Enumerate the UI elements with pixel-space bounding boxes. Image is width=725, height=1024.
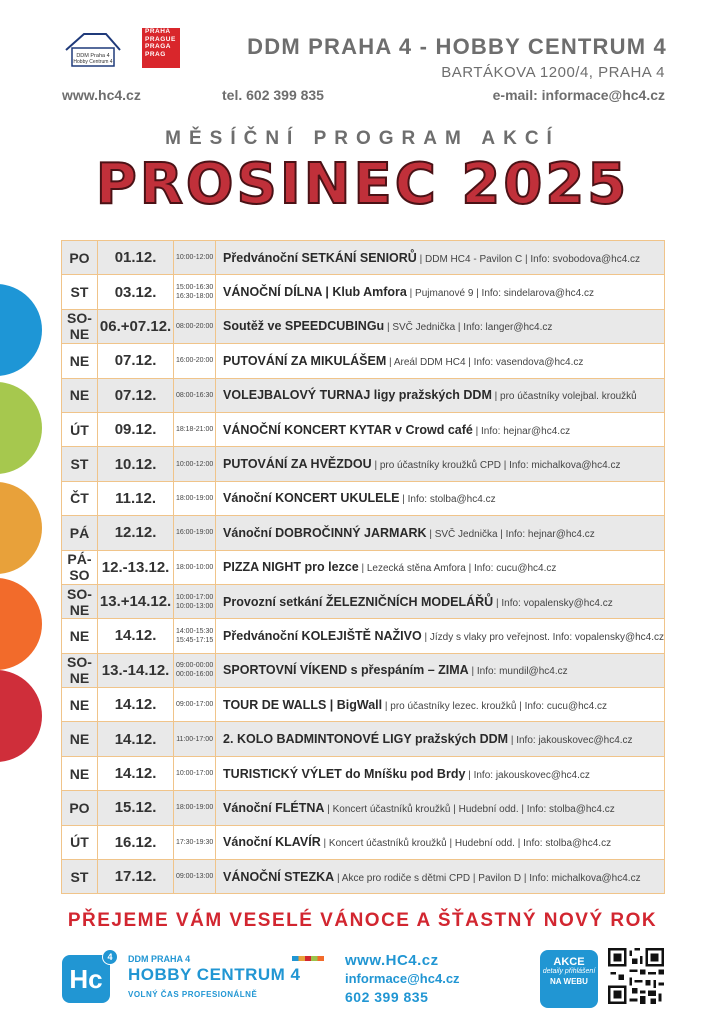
- event-row: [62, 344, 665, 378]
- prague-logo-line: PRAG: [145, 50, 166, 58]
- event-time-line: 18:18-21:00: [175, 426, 214, 434]
- event-time: [174, 791, 216, 825]
- decorative-dot: [0, 482, 42, 574]
- event-time: [174, 860, 216, 894]
- house-logo-icon: [62, 28, 124, 68]
- event-title: Vánoční FLÉTNA: [223, 800, 325, 815]
- house-logo-line-1: DDM Praha 4: [76, 53, 110, 59]
- event-time: [174, 516, 216, 550]
- badge-subtitle: detaily přihlášení: [542, 968, 596, 975]
- event-date: 14.12.: [97, 722, 173, 756]
- event-info: | pro účastníky kroužků CPD | Info: michalkova@hc4.cz: [371, 460, 621, 472]
- event-date: 15.12.: [97, 791, 173, 825]
- event-date: 10.12.: [97, 447, 173, 481]
- event-row: [62, 688, 665, 722]
- event-title: SPORTOVNÍ VÍKEND s přespáním – ZIMA: [223, 663, 469, 678]
- event-time-line: 18:00-19:00: [175, 494, 214, 502]
- event-date: 17.12.: [97, 860, 173, 894]
- event-day: SO-NE: [62, 653, 98, 687]
- event-info: | Info: hejnar@hc4.cz: [472, 425, 571, 437]
- event-date: 13.-14.12.: [97, 653, 173, 687]
- footer-phone: 602 399 835: [345, 989, 429, 1005]
- color-bars-icon: [292, 956, 324, 961]
- event-description: [216, 825, 665, 859]
- page-title: PROSINEC 2025: [95, 152, 630, 217]
- event-time: [174, 584, 216, 618]
- event-time-line: 09:00-00:00: [175, 662, 214, 670]
- event-info: | SVČ Jednička | Info: langer@hc4.cz: [384, 322, 553, 334]
- event-info: | Akce pro rodiče s dětmi CPD | Pavilon D | Info: michalkova@hc4.cz: [334, 872, 641, 884]
- event-row: [62, 516, 665, 550]
- event-description: [216, 309, 665, 343]
- event-info: | Info: jakouskovec@hc4.cz: [508, 735, 633, 747]
- event-row: [62, 481, 665, 515]
- footer-tagline: VOLNÝ ČAS PROFESIONÁLNĚ: [128, 990, 258, 999]
- event-time-line: 17:30-19:30: [175, 838, 214, 846]
- event-time: [174, 653, 216, 687]
- event-description: [216, 756, 665, 790]
- event-row: [62, 619, 665, 653]
- event-info: | Lezecká stěna Amfora | Info: cucu@hc4.cz: [358, 563, 557, 575]
- event-description: [216, 378, 665, 412]
- event-day: ST: [62, 860, 98, 894]
- event-time-line: 15:00-16:30: [175, 284, 214, 292]
- event-date: 07.12.: [97, 344, 173, 378]
- event-time: [174, 481, 216, 515]
- hc4-logo-badge: 4: [102, 949, 118, 965]
- events-online-badge[interactable]: [540, 950, 598, 1008]
- event-date: 12.12.: [97, 516, 173, 550]
- event-date: 07.12.: [97, 378, 173, 412]
- event-date: 13.+14.12.: [97, 584, 173, 618]
- event-date: 06.+07.12.: [97, 309, 173, 343]
- event-time: [174, 241, 216, 275]
- event-info: | Areál DDM HC4 | Info: vasendova@hc4.cz: [386, 356, 584, 368]
- event-title: Vánoční KLAVÍR: [223, 835, 321, 850]
- event-day: NE: [62, 688, 98, 722]
- footer-email-link[interactable]: informace@hc4.cz: [345, 971, 460, 986]
- prague-logo-line: PRAGA: [145, 43, 171, 51]
- event-time: [174, 756, 216, 790]
- event-title: VÁNOČNÍ KONCERT KYTAR v Crowd café: [223, 422, 473, 437]
- event-day: NE: [62, 378, 98, 412]
- event-description: [216, 688, 665, 722]
- event-time-line: 16:00-20:00: [175, 357, 214, 365]
- event-time-line: 09:00-17:00: [175, 701, 214, 709]
- event-time-line: 10:00-12:00: [175, 254, 214, 262]
- event-title: Soutěž ve SPEEDCUBINGu: [223, 319, 385, 334]
- event-time: [174, 275, 216, 309]
- org-address: BARTÁKOVA 1200/4, PRAHA 4: [441, 64, 665, 81]
- event-row: [62, 412, 665, 446]
- event-time-line: 09:00-13:00: [175, 873, 214, 881]
- event-day: ST: [62, 447, 98, 481]
- footer-org-small: DDM PRAHA 4: [128, 954, 191, 964]
- event-time: [174, 550, 216, 584]
- event-time: [174, 412, 216, 446]
- event-row: [62, 309, 665, 343]
- event-row: [62, 653, 665, 687]
- event-title: Předvánoční SETKÁNÍ SENIORŮ: [223, 250, 417, 265]
- event-day: NE: [62, 756, 98, 790]
- event-time-line: 18:00-19:00: [175, 804, 214, 812]
- badge-title: AKCE: [553, 956, 585, 968]
- event-date: 11.12.: [97, 481, 173, 515]
- badge-bottom: NA WEBU: [550, 977, 588, 986]
- event-row: [62, 550, 665, 584]
- event-row: [62, 756, 665, 790]
- event-time: [174, 309, 216, 343]
- event-date: 12.-13.12.: [97, 550, 173, 584]
- event-info: | SVČ Jednička | Info: hejnar@hc4.cz: [426, 528, 595, 540]
- event-time-line: 16:30-18:00: [175, 293, 214, 301]
- header-phone: tel. 602 399 835: [222, 87, 324, 103]
- event-time: [174, 344, 216, 378]
- event-time: [174, 378, 216, 412]
- event-info: | Pujmanové 9 | Info: sindelarova@hc4.cz: [406, 288, 594, 300]
- event-time-line: 08:00-16:30: [175, 391, 214, 399]
- page-subtitle: MĚSÍČNÍ PROGRAM AKCÍ: [165, 128, 560, 149]
- event-title: PIZZA NIGHT pro lezce: [223, 560, 359, 575]
- event-description: [216, 241, 665, 275]
- event-row: [62, 378, 665, 412]
- event-date: 14.12.: [97, 688, 173, 722]
- event-description: [216, 344, 665, 378]
- event-description: [216, 653, 665, 687]
- event-description: [216, 275, 665, 309]
- event-description: [216, 584, 665, 618]
- event-description: [216, 447, 665, 481]
- event-day: NE: [62, 344, 98, 378]
- event-info: | DDM HC4 - Pavilon C | Info: svobodova@hc4.cz: [416, 253, 641, 265]
- event-time-line: 10:00-12:00: [175, 460, 214, 468]
- event-info: | Info: jakouskovec@hc4.cz: [465, 769, 590, 781]
- event-title: TURISTICKÝ VÝLET do Mníšku pod Brdy: [223, 766, 466, 781]
- event-day: PO: [62, 791, 98, 825]
- event-date: 03.12.: [97, 275, 173, 309]
- hc4-logo-icon: Hc: [62, 955, 110, 1003]
- event-time: [174, 688, 216, 722]
- org-title: DDM PRAHA 4 - HOBBY CENTRUM 4: [247, 34, 667, 59]
- event-info: | Koncert účastníků kroužků | Hudební odd. | Info: stolba@hc4.cz: [320, 838, 612, 850]
- decorative-dot: [0, 382, 42, 474]
- event-description: [216, 550, 665, 584]
- header-email-link[interactable]: e-mail: informace@hc4.cz: [492, 87, 665, 103]
- event-title: VOLEJBALOVÝ TURNAJ ligy pražských DDM: [223, 388, 492, 403]
- qr-code-icon[interactable]: [608, 948, 664, 1004]
- event-time: [174, 447, 216, 481]
- header-web-link[interactable]: www.hc4.cz: [62, 87, 141, 103]
- event-time: [174, 825, 216, 859]
- event-row: [62, 860, 665, 894]
- event-time-line: 14:00-15:30: [175, 627, 214, 635]
- event-row: [62, 447, 665, 481]
- event-description: [216, 860, 665, 894]
- event-description: [216, 412, 665, 446]
- event-time-line: 00:00-16:00: [175, 671, 214, 679]
- event-row: [62, 791, 665, 825]
- event-title: 2. KOLO BADMINTONOVÉ LIGY pražských DDM: [223, 732, 509, 747]
- house-logo-line-2: Hobby Centrum 4: [73, 59, 113, 65]
- event-day: ÚT: [62, 825, 98, 859]
- event-title: PUTOVÁNÍ ZA HVĚZDOU: [223, 457, 372, 472]
- event-title: Vánoční DOBROČINNÝ JARMARK: [223, 525, 427, 540]
- event-row: [62, 275, 665, 309]
- event-info: | Koncert účastníků kroužků | Hudební odd. | Info: stolba@hc4.cz: [324, 803, 615, 815]
- event-day: SO-NE: [62, 584, 98, 618]
- event-day: NE: [62, 722, 98, 756]
- event-time-line: 10:00-13:00: [175, 602, 214, 610]
- event-day: ČT: [62, 481, 98, 515]
- event-info: | Info: mundil@hc4.cz: [468, 666, 568, 678]
- event-day: NE: [62, 619, 98, 653]
- event-description: [216, 722, 665, 756]
- event-row: [62, 825, 665, 859]
- decorative-dot: [0, 284, 42, 376]
- prague-logo-line: PRAHA: [145, 28, 171, 35]
- event-description: [216, 481, 665, 515]
- event-day: PO: [62, 241, 98, 275]
- event-day: PÁ-SO: [62, 550, 98, 584]
- event-info: | Jízdy s vlaky pro veřejnost. Info: vopalensky@hc4.cz: [421, 631, 664, 643]
- event-time-line: 10:00-17:00: [175, 770, 214, 778]
- events-table: [61, 240, 665, 894]
- event-row: [62, 584, 665, 618]
- event-date: 16.12.: [97, 825, 173, 859]
- footer-web-link[interactable]: www.HC4.cz: [345, 952, 439, 969]
- footer-org-name: HOBBY CENTRUM 4: [128, 965, 301, 984]
- event-date: 14.12.: [97, 756, 173, 790]
- event-description: [216, 791, 665, 825]
- event-day: ÚT: [62, 412, 98, 446]
- event-time-line: 11:00-17:00: [176, 735, 214, 743]
- decorative-dot: [0, 670, 42, 762]
- event-row: [62, 241, 665, 275]
- event-time-line: 15:45-17:15: [175, 636, 214, 644]
- event-description: [216, 619, 665, 653]
- event-title: TOUR DE WALLS | BigWall: [223, 697, 383, 712]
- event-day: ST: [62, 275, 98, 309]
- event-row: [62, 722, 665, 756]
- event-time-line: 08:00-20:00: [175, 322, 214, 330]
- event-info: | pro účastníky volejbal. kroužků: [491, 391, 637, 403]
- holiday-wish: PŘEJEME VÁM VESELÉ VÁNOCE A ŠŤASTNÝ NOVÝ ROK: [67, 910, 658, 931]
- event-description: [216, 516, 665, 550]
- event-date: 09.12.: [97, 412, 173, 446]
- event-title: VÁNOČNÍ DÍLNA | Klub Amfora: [223, 285, 407, 300]
- event-time: [174, 619, 216, 653]
- event-info: | Info: vopalensky@hc4.cz: [493, 597, 613, 609]
- event-day: SO-NE: [62, 309, 98, 343]
- event-title: Provozní setkání ŽELEZNIČNÍCH MODELÁŘŮ: [223, 594, 494, 609]
- prague-logo-line: PRAGUE: [145, 35, 176, 43]
- event-title: VÁNOČNÍ STEZKA: [223, 869, 335, 884]
- event-time-line: 10:00-17:00: [175, 593, 214, 601]
- event-time: [174, 722, 216, 756]
- prague-logo: [142, 28, 180, 68]
- event-date: 01.12.: [97, 241, 173, 275]
- event-title: Vánoční KONCERT UKULELE: [223, 491, 400, 506]
- event-title: PUTOVÁNÍ ZA MIKULÁŠEM: [223, 353, 387, 368]
- event-time-line: 16:00-19:00: [175, 529, 214, 537]
- event-time-line: 18:00-10:00: [175, 563, 214, 571]
- event-info: | pro účastníky lezec. kroužků | Info: cucu@hc4.cz: [382, 700, 607, 712]
- event-day: PÁ: [62, 516, 98, 550]
- event-title: Předvánoční KOLEJIŠTĚ NAŽIVO: [223, 628, 422, 643]
- event-info: | Info: stolba@hc4.cz: [399, 494, 496, 506]
- decorative-dot: [0, 578, 42, 670]
- event-date: 14.12.: [97, 619, 173, 653]
